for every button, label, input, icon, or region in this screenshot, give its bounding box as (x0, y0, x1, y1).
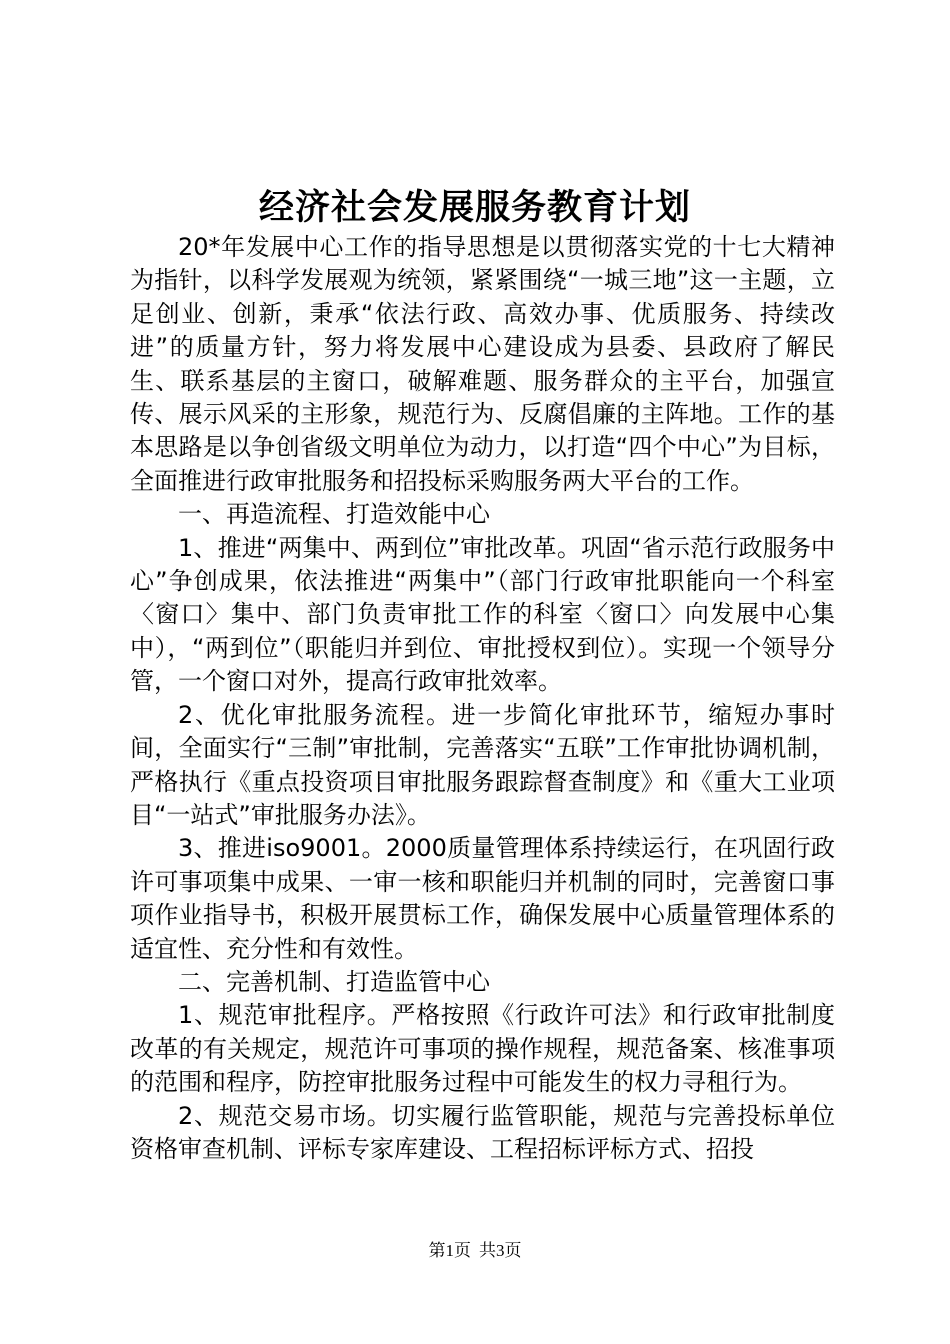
document-title: 经济社会发展服务教育计划 (258, 187, 691, 228)
document-body (130, 231, 835, 1166)
page-total: 共3页 (479, 1241, 522, 1260)
body-paragraph: 20*年发展中心工作的指导思想是以贯彻落实党的十七大精神为指针，以科学发展观为统领，紧紧围绕“一城三地”这一主题，立足创业、创新，秉承“依法行政、高效办事、优质服务、持续改进”的质量方针，努力将发展中心建设成为县委、县政府了解民生、联系基层的主窗口，破解难题、服务群众的主平台，加强宣传、展示风采的主形象，规范行为、反腐倡廉的主阵地。工作的基本思路是以争创省级文明单位为动力，以打造“四个中心”为目标，全面推进行政审批服务和招投标采购服务两大平台的工作。 (130, 233, 835, 495)
page-number: 第1页 (428, 1241, 471, 1260)
body-paragraph: 1、推进“两集中、两到位”审批改革。巩固“省示范行政服务中心”争创成果，依法推进“两集中”（部门行政审批职能向一个科室〈窗口〉集中、部门负责审批工作的科室〈窗口〉向发展中心集中），“两到位”（职能归并到位、审批授权到位）。实现一个领导分管，一个窗口对外，提高行政审批效率。 (130, 533, 835, 696)
section-heading: 二、完善机制、打造监管中心 (178, 967, 490, 996)
page-footer (0, 1240, 950, 1262)
section-heading: 一、再造流程、打造效能中心 (178, 500, 490, 529)
body-paragraph: 1、规范审批程序。严格按照《行政许可法》和行政审批制度改革的有关规定，规范许可事项的操作规程，规范备案、核准事项的范围和程序，防控审批服务过程中可能发生的权力寻租行为。 (130, 1001, 835, 1097)
body-paragraph: 3、推进iso9001。2000质量管理体系持续运行，在巩固行政许可事项集中成果、一审一核和职能归并机制的同时，完善窗口事项作业指导书，积极开展贯标工作，确保发展中心质量管理体系的适宜性、充分性和有效性。 (130, 834, 835, 963)
body-paragraph: 2、规范交易市场。切实履行监管职能，规范与完善投标单位资格审查机制、评标专家库建设、工程招标评标方式、招投 (130, 1101, 835, 1163)
body-paragraph: 2、优化审批服务流程。进一步简化审批环节，缩短办事时间，全面实行“三制”审批制，完善落实“五联”工作审批协调机制，严格执行《重点投资项目审批服务跟踪督查制度》和《重大工业项目“一站式”审批服务办法》。 (130, 700, 835, 829)
